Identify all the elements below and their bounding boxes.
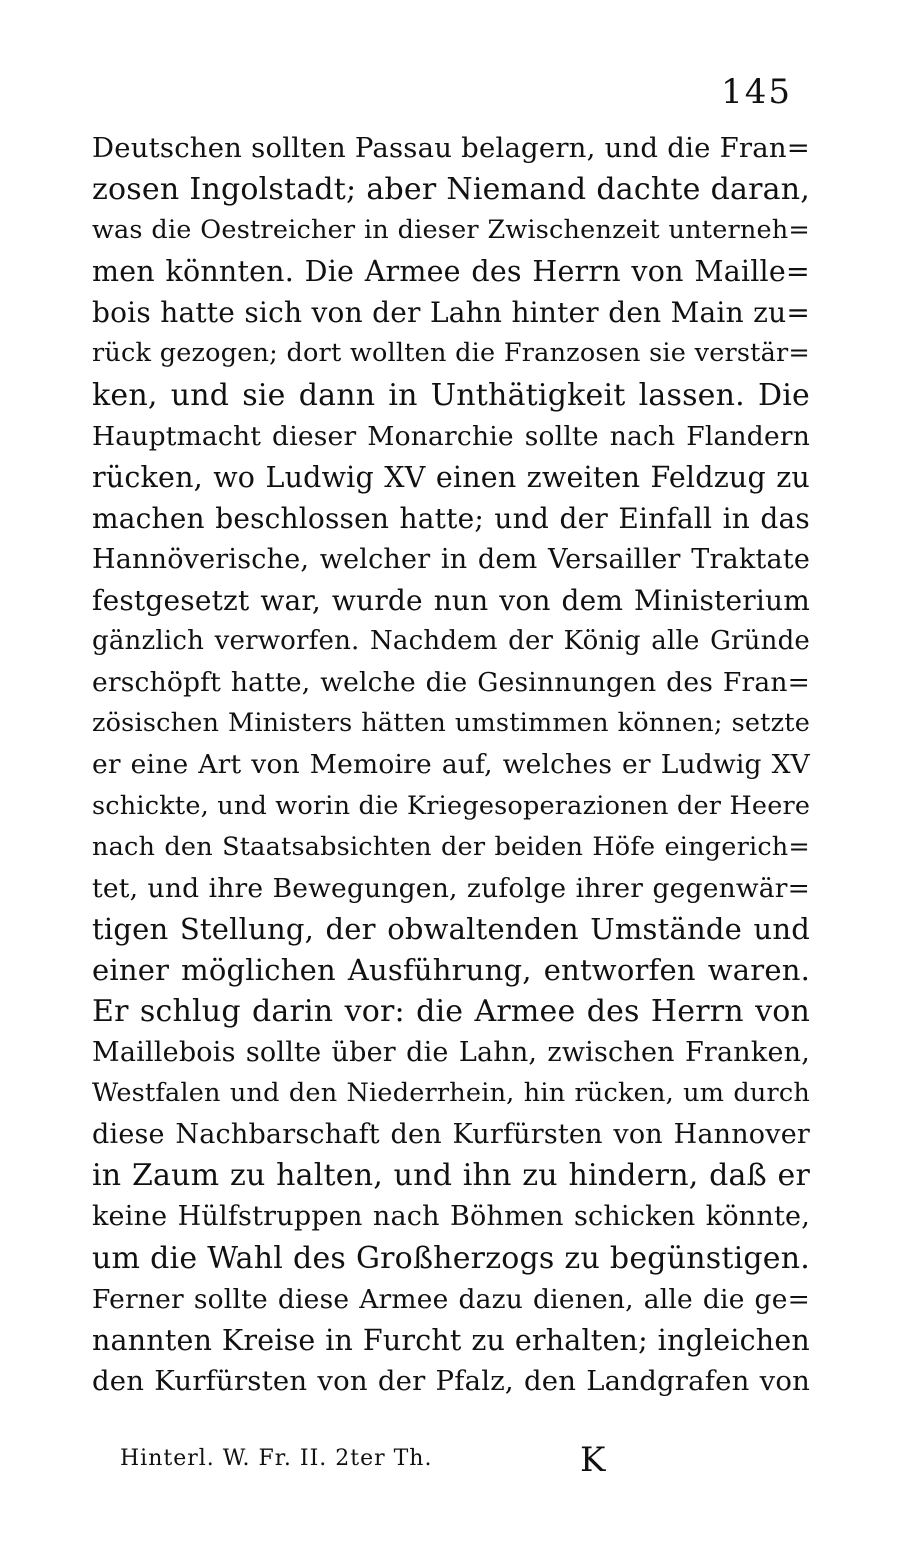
text-line: rücken, wo Ludwig XV einen zweiten Feldzug zu (92, 460, 810, 494)
text-line: rück gezogen; dort wollten die Franzosen sie verstär= (92, 338, 810, 369)
text-line: Maillebois sollte über die Lahn, zwischen Franken, (92, 1037, 810, 1069)
signature-mark: K (580, 1440, 606, 1480)
text-line: erschöpft hatte, welche die Gesinnungen des Fran= (92, 667, 810, 699)
text-line: einer möglichen Ausführung, entworfen waren. (92, 952, 810, 987)
page-number: 145 (721, 72, 792, 112)
text-line: ken, und sie dann in Unthätigkeit lassen. Die (92, 377, 810, 413)
text-line: festgesetzt war, wurde nun von dem Ministerium (92, 584, 810, 618)
text-line: tet, und ihre Bewegungen, zufolge ihrer gegenwär= (92, 872, 810, 904)
text-line: den Kurfürsten von der Pfalz, den Landgrafen von (92, 1364, 810, 1397)
text-line: Hauptmacht dieser Monarchie sollte nach Flandern (92, 420, 810, 452)
body-text (92, 128, 810, 1402)
text-line: nach den Staatsabsichten der beiden Höfe eingerich= (92, 831, 810, 862)
text-line: zosen Ingolstadt; aber Niemand dachte daran, (92, 172, 810, 208)
text-line: machen beschlossen hatte; und der Einfall in das (92, 501, 810, 535)
signature-note: Hinterl. W. Fr. II. 2ter Th. (120, 1446, 433, 1471)
text-line: er eine Art von Memoire auf, welches er Ludwig XV (92, 749, 810, 781)
text-line: Westfalen und den Niederrhein, hin rücken, um durch (92, 1078, 810, 1109)
text-line: Hannöverische, welcher in dem Versailler Traktate (92, 543, 810, 575)
page-footer (120, 1440, 820, 1486)
text-line: Er schlug darin vor: die Armee des Herrn von (92, 993, 810, 1029)
text-line: diese Nachbarschaft den Kurfürsten von Hannover (92, 1119, 810, 1151)
text-line: bois hatte sich von der Lahn hinter den Main zu= (92, 296, 810, 330)
text-line: nannten Kreise in Furcht zu erhalten; ingleichen (92, 1323, 810, 1357)
text-line: men könnten. Die Armee des Herrn von Maille= (92, 255, 810, 289)
text-line: was die Oestreicher in dieser Zwischenzeit unterneh= (92, 215, 810, 246)
text-line: Ferner sollte diese Armee dazu dienen, alle die ge= (92, 1283, 810, 1315)
text-line: um die Wahl des Großherzogs zu begünstigen. (92, 1240, 810, 1276)
text-line: zösischen Ministers hätten umstimmen können; setzte (92, 708, 810, 739)
text-line: in Zaum zu halten, und ihn zu hindern, daß er (92, 1158, 810, 1194)
text-line: gänzlich verworfen. Nachdem der König alle Gründe (92, 626, 810, 657)
text-line: Deutschen sollten Passau belagern, und die Fran= (92, 132, 810, 164)
text-line: tigen Stellung, der obwaltenden Umstände und (92, 911, 810, 946)
text-line: keine Hülfstruppen nach Böhmen schicken könnte, (92, 1201, 810, 1233)
text-line: schickte, und worin die Kriegesoperazionen der Heere (92, 790, 811, 821)
